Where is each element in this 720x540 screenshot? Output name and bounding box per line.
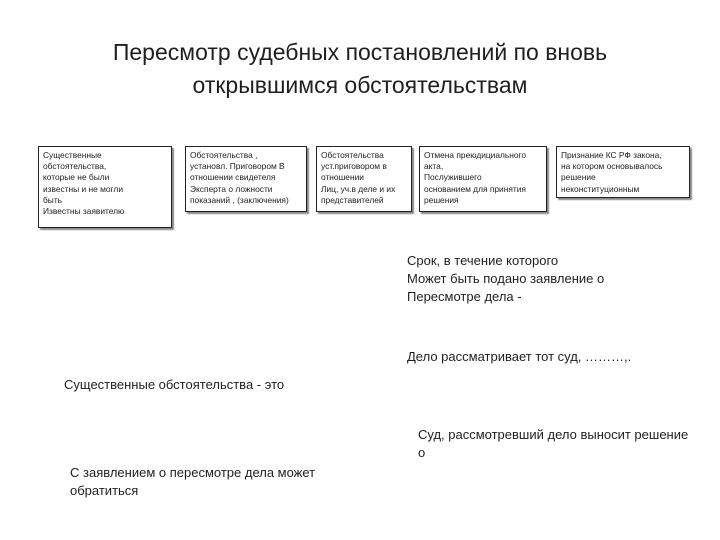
box-line: акта, (424, 161, 444, 172)
box-line: решения (424, 194, 459, 205)
court-decision-line: Суд, рассмотревший дело выносит решение (418, 427, 689, 442)
slide-title (60, 36, 660, 102)
material-definition-line: Существенные обстоятельства - это (64, 377, 285, 392)
box-parties-crimes (316, 146, 412, 212)
application-line: обратиться (70, 483, 139, 498)
box-line: быть (43, 194, 63, 205)
box-line: показаний , (заключения) (190, 194, 289, 205)
deadline-text (407, 252, 604, 306)
box-line: отношении свидетеля (190, 172, 276, 183)
box-prejudicial-act (419, 146, 547, 212)
box-line: Известны заявителю (43, 206, 125, 217)
box-false-testimony (185, 146, 307, 212)
box-line: Эксперта о ложности (190, 183, 273, 194)
box-line: неконституционным (561, 183, 640, 194)
box-line: основанием для принятия (424, 183, 526, 194)
box-line: решение (561, 172, 596, 183)
slide-title-line-1: Пересмотр судебных постановлений по вновь (112, 39, 608, 65)
box-line: отношении (321, 172, 364, 183)
box-constitutional-court (556, 146, 690, 198)
box-line: Лиц, уч.в деле и их (321, 183, 396, 194)
box-line: уст.приговором в (321, 161, 387, 172)
court-decision-text (418, 426, 688, 462)
box-line: Существенные (43, 150, 102, 160)
application-text (70, 464, 315, 500)
court-decision-line: о (418, 445, 426, 460)
box-line: Обстоятельства , (190, 150, 258, 160)
box-line: обстоятельства, (43, 161, 107, 172)
material-definition-text (64, 376, 284, 394)
deadline-line: Может быть подано заявление о (407, 271, 605, 286)
slide-title-line-2: открывшимся обстоятельствам (192, 72, 528, 98)
box-line: на котором основывалось (561, 161, 663, 172)
deadline-line: Срок, в течение которого (407, 253, 559, 268)
box-line: представителей (321, 194, 384, 205)
court-considers-text (407, 348, 631, 366)
deadline-line: Пересмотре дела - (407, 289, 522, 304)
box-line: которые не были (43, 172, 110, 183)
box-line: Признание КС РФ закона, (561, 150, 662, 160)
box-line: известны и не могли (43, 183, 123, 194)
box-line: Обстоятельства (321, 150, 384, 160)
application-line: С заявлением о пересмотре дела может (70, 465, 316, 480)
court-considers-line: Дело рассматривает тот суд, ………,. (407, 349, 632, 364)
box-line: Послужившего (424, 172, 482, 183)
box-line: установл. Приговором В (190, 161, 285, 172)
box-line: Отмена преюдициального (424, 150, 527, 160)
box-material-circumstances (38, 146, 172, 228)
